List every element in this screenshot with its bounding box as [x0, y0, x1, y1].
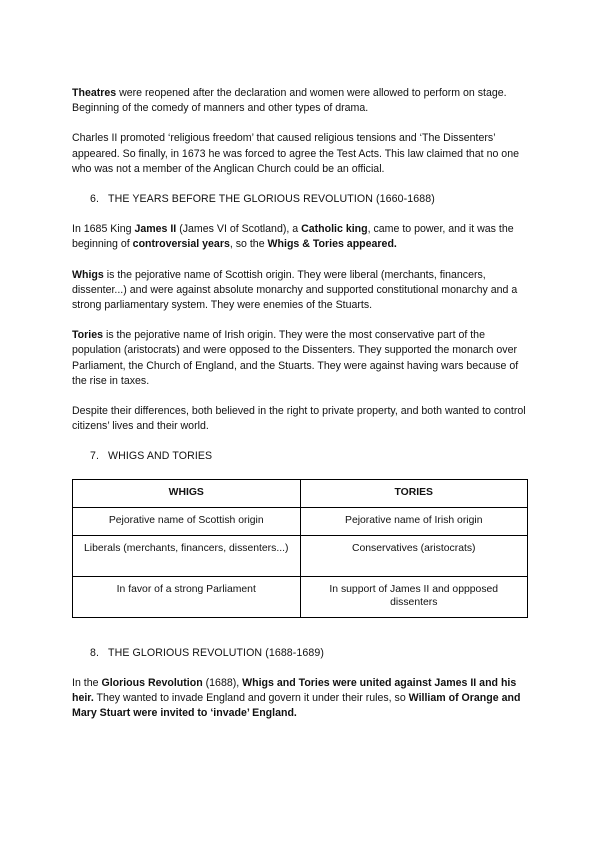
- bold-term: Catholic king: [301, 223, 368, 236]
- section-8-heading: [72, 646, 530, 661]
- table-cell: Liberals (merchants, financers, dissenters...): [73, 535, 301, 576]
- bold-term: Glorious Revolution: [101, 676, 203, 689]
- table-cell: Conservatives (aristocrats): [300, 535, 528, 576]
- paragraph-text: were reopened after the declaration and women were allowed to perform on stage. Beginning of the comedy of manners and other types of drama.: [72, 87, 507, 115]
- section-number: 6.: [90, 193, 100, 206]
- despite-paragraph: [72, 404, 530, 434]
- bold-term: Whigs and Tories were united against James II and his heir.: [72, 676, 517, 705]
- paragraph-text: Charles II promoted ‘religious freedom’ that caused religious tensions and ‘The Dissenters’ appeared. So finally, in 1673 he was forced to agree the Test Acts. This law claimed that no one who was not a member of the Anglican Church could be an official.: [72, 132, 519, 175]
- table-cell: In favor of a strong Parliament: [73, 576, 301, 617]
- section-number: 8.: [90, 646, 100, 659]
- section-title: WHIGS AND TORIES: [108, 450, 213, 463]
- bold-term: James II: [134, 223, 177, 236]
- charles-paragraph: [72, 131, 530, 177]
- table-cell: In support of James II and oppposed dissenters: [300, 576, 528, 617]
- section-6-heading: [72, 192, 530, 207]
- document-page: [72, 86, 530, 736]
- bold-term: Theatres: [72, 87, 117, 99]
- section-7-heading: [72, 449, 530, 464]
- section-title: THE GLORIOUS REVOLUTION (1688-1689): [108, 646, 325, 659]
- bold-term: Tories: [72, 329, 104, 342]
- section-number: 7.: [90, 450, 100, 463]
- table-row: [73, 507, 528, 535]
- table-row: [73, 576, 528, 617]
- paragraph-text: Despite their differences, both believed in the right to private property, and both wanted to control citizens’ lives and their world.: [72, 405, 526, 433]
- tories-paragraph: [72, 328, 530, 389]
- paragraph-text: is the pejorative name of Irish origin. They were the most conservative part of the population (aristocrats) and were opposed to the Dissenters. They supported the monarch over Parliament, the Church of England, and the Stuarts. They were against having wars because of the rise in taxes.: [72, 329, 519, 387]
- bold-term: Whigs & Tories appeared.: [267, 238, 397, 251]
- table-header-cell: WHIGS: [73, 479, 301, 507]
- paragraph-text: , so the: [229, 238, 268, 251]
- table-header-cell: TORIES: [300, 479, 528, 507]
- glorious-paragraph: [72, 676, 530, 722]
- paragraph-text: (James VI of Scotland), a: [176, 223, 302, 236]
- theatres-paragraph: [72, 86, 530, 116]
- paragraph-text: In the: [72, 676, 102, 689]
- section-title: THE YEARS BEFORE THE GLORIOUS REVOLUTION (1660-1688): [108, 193, 435, 206]
- table-cell: Pejorative name of Irish origin: [300, 507, 528, 535]
- whigs-tories-table: [72, 479, 528, 618]
- table-header-row: [73, 479, 528, 507]
- table-cell: Pejorative name of Scottish origin: [73, 507, 301, 535]
- bold-term: Whigs: [72, 268, 104, 281]
- table-row: [73, 535, 528, 576]
- paragraph-text: In 1685 King: [72, 223, 135, 236]
- paragraph-text: They wanted to invade England and govern it under their rules, so: [93, 692, 409, 705]
- bold-term: William of Orange and Mary Stuart were invited to ‘invade’ England.: [72, 692, 521, 720]
- paragraph-text: (1688),: [202, 676, 243, 689]
- whigs-paragraph: [72, 268, 530, 314]
- paragraph-text: , came to power, and it was the beginning of: [72, 223, 514, 251]
- bold-term: controversial years: [132, 238, 230, 251]
- paragraph-text: is the pejorative name of Scottish origin. They were liberal (merchants, financers, dissenter...) and were against absolute monarchy and supported constitutional monarchy and a strong parliamentary system. They were enemies of the Stuarts.: [72, 268, 518, 312]
- james-paragraph: [72, 222, 530, 252]
